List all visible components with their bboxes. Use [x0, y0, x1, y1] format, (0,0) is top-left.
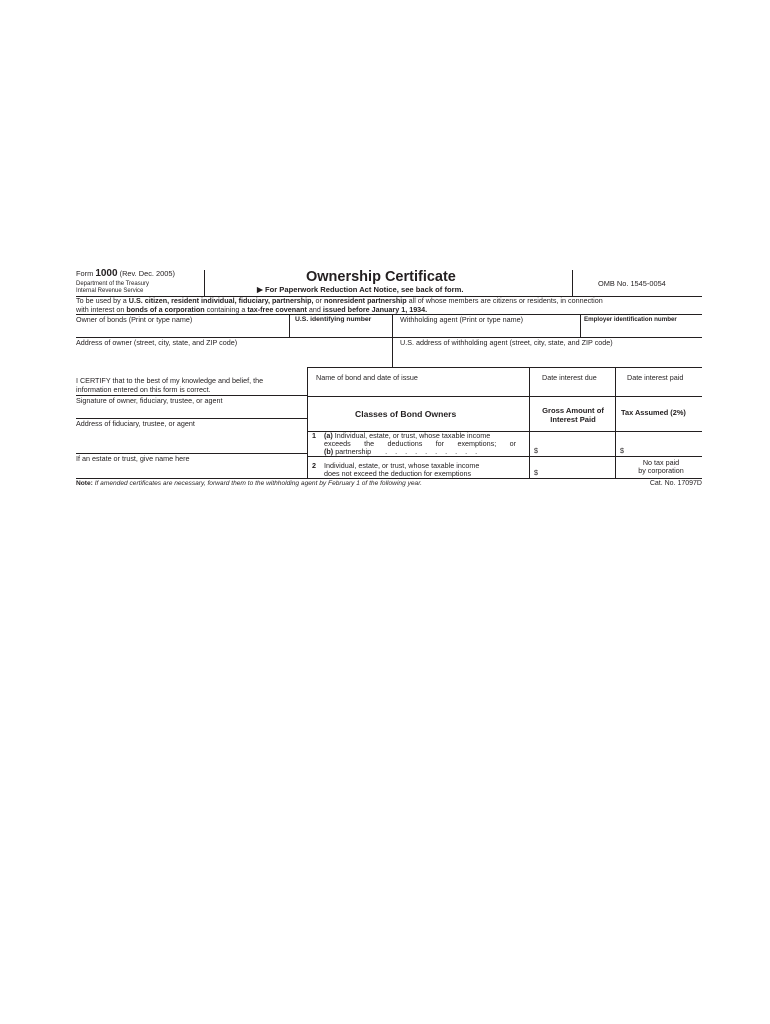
catalog-number: Cat. No. 17097D	[649, 479, 702, 487]
classes-heading: Classes of Bond Owners	[355, 409, 457, 419]
form-revision: (Rev. Dec. 2005)	[119, 269, 175, 278]
arrow-right-icon: ▶	[257, 285, 263, 294]
divider	[392, 314, 393, 367]
service: Internal Revenue Service	[76, 287, 144, 294]
table-left-border	[307, 367, 308, 478]
date-due-label: Date interest due	[542, 373, 597, 382]
form-word: Form	[76, 269, 94, 278]
us-id-label: U.S. identifying number	[295, 315, 372, 323]
row-1-number: 1	[312, 431, 316, 440]
paperwork-notice-text: For Paperwork Reduction Act Notice, see back of form.	[264, 285, 464, 294]
footer-note	[76, 480, 422, 489]
row-2-line-2: does not exceed the deduction for exemptions	[324, 469, 472, 478]
form-number: 1000	[95, 268, 118, 279]
divider	[289, 314, 290, 337]
fiduciary-address-label: Address of fiduciary, trustee, or agent	[76, 419, 195, 428]
ownership-certificate-form	[76, 270, 702, 492]
instr-text: all of whose members are citizens or residents, in connection	[406, 296, 603, 305]
header-divider-right	[572, 270, 573, 296]
instr-bold: issued before January 1, 1934.	[322, 304, 428, 314]
date-paid-label: Date interest paid	[627, 373, 684, 382]
row-rule	[307, 456, 702, 457]
note-text: If amended certificates are necessary, forward them to the withholding agent by February 1 of the following year.	[92, 479, 422, 487]
gross-amount-line-1: Gross Amount of	[542, 406, 604, 415]
instr-text: or	[313, 296, 324, 305]
row-2-tax-line-1: No tax paid	[642, 458, 680, 467]
row-rule	[307, 396, 702, 397]
tax-assumed-label: Tax Assumed (2%)	[621, 408, 686, 417]
signature-label: Signature of owner, fiduciary, trustee, or agent	[76, 395, 223, 405]
row-2-gross-dollar: $	[534, 468, 538, 477]
header-divider-left	[204, 270, 205, 296]
row-1-line-2: exceeds the deductions for exemptions; or	[324, 439, 516, 448]
row-1-b-label: (b)	[324, 447, 334, 456]
row-1-tax-dollar: $	[620, 446, 624, 455]
certify-line-2: information entered on this form is correct.	[76, 384, 211, 394]
divider	[615, 367, 616, 478]
row-2-tax-line-2: by corporation	[638, 466, 684, 475]
instr-text: containing a	[204, 304, 248, 314]
estate-name-label: If an estate or trust, give name here	[76, 454, 190, 463]
owner-address-label: Address of owner (street, city, state, and ZIP code)	[76, 338, 238, 347]
gross-amount-line-2: Interest Paid	[550, 414, 596, 424]
agent-address-label: U.S. address of withholding agent (street, city, state, and ZIP code)	[400, 338, 613, 347]
department: Department of the Treasury	[76, 281, 150, 287]
omb-number: OMB No. 1545-0054	[598, 279, 666, 288]
owner-name-label: Owner of bonds (Print or type name)	[76, 314, 193, 324]
form-label	[76, 270, 175, 279]
row-1-gross-dollar: $	[534, 446, 538, 455]
instr-bold: U.S. citizen, resident individual, fiduciary, partnership,	[128, 296, 314, 305]
instr-text: To be used by a	[76, 296, 129, 305]
employer-id-label: Employer identification number	[584, 315, 677, 323]
row-1-a-label: (a)	[324, 431, 333, 440]
row-1-a-text: Individual, estate, or trust, whose taxable income	[334, 431, 491, 440]
note-label: Note:	[76, 479, 93, 487]
instructions-line-2	[76, 306, 427, 315]
instr-bold: nonresident partnership	[323, 296, 407, 305]
divider	[580, 314, 581, 337]
instr-text: with interest on	[76, 304, 127, 314]
row-2-line-1: Individual, estate, or trust, whose taxable income	[324, 461, 480, 470]
instr-text: and	[306, 304, 323, 314]
agent-name-label: Withholding agent (Print or type name)	[400, 314, 524, 324]
bond-name-label: Name of bond and date of issue	[316, 373, 418, 382]
paperwork-notice	[257, 285, 463, 294]
row-1-b-text: partnership	[335, 447, 372, 456]
leader-dots: . . . . . . . . . .	[385, 447, 481, 456]
instr-bold: bonds of a corporation	[126, 304, 205, 314]
page-title: Ownership Certificate	[306, 269, 456, 285]
divider	[529, 367, 530, 478]
row-2-number: 2	[312, 461, 316, 470]
row-rule	[307, 367, 702, 368]
instr-bold: tax-free covenant	[247, 304, 307, 314]
certify-line-1: I CERTIFY that to the best of my knowledge and belief, the	[76, 376, 264, 385]
